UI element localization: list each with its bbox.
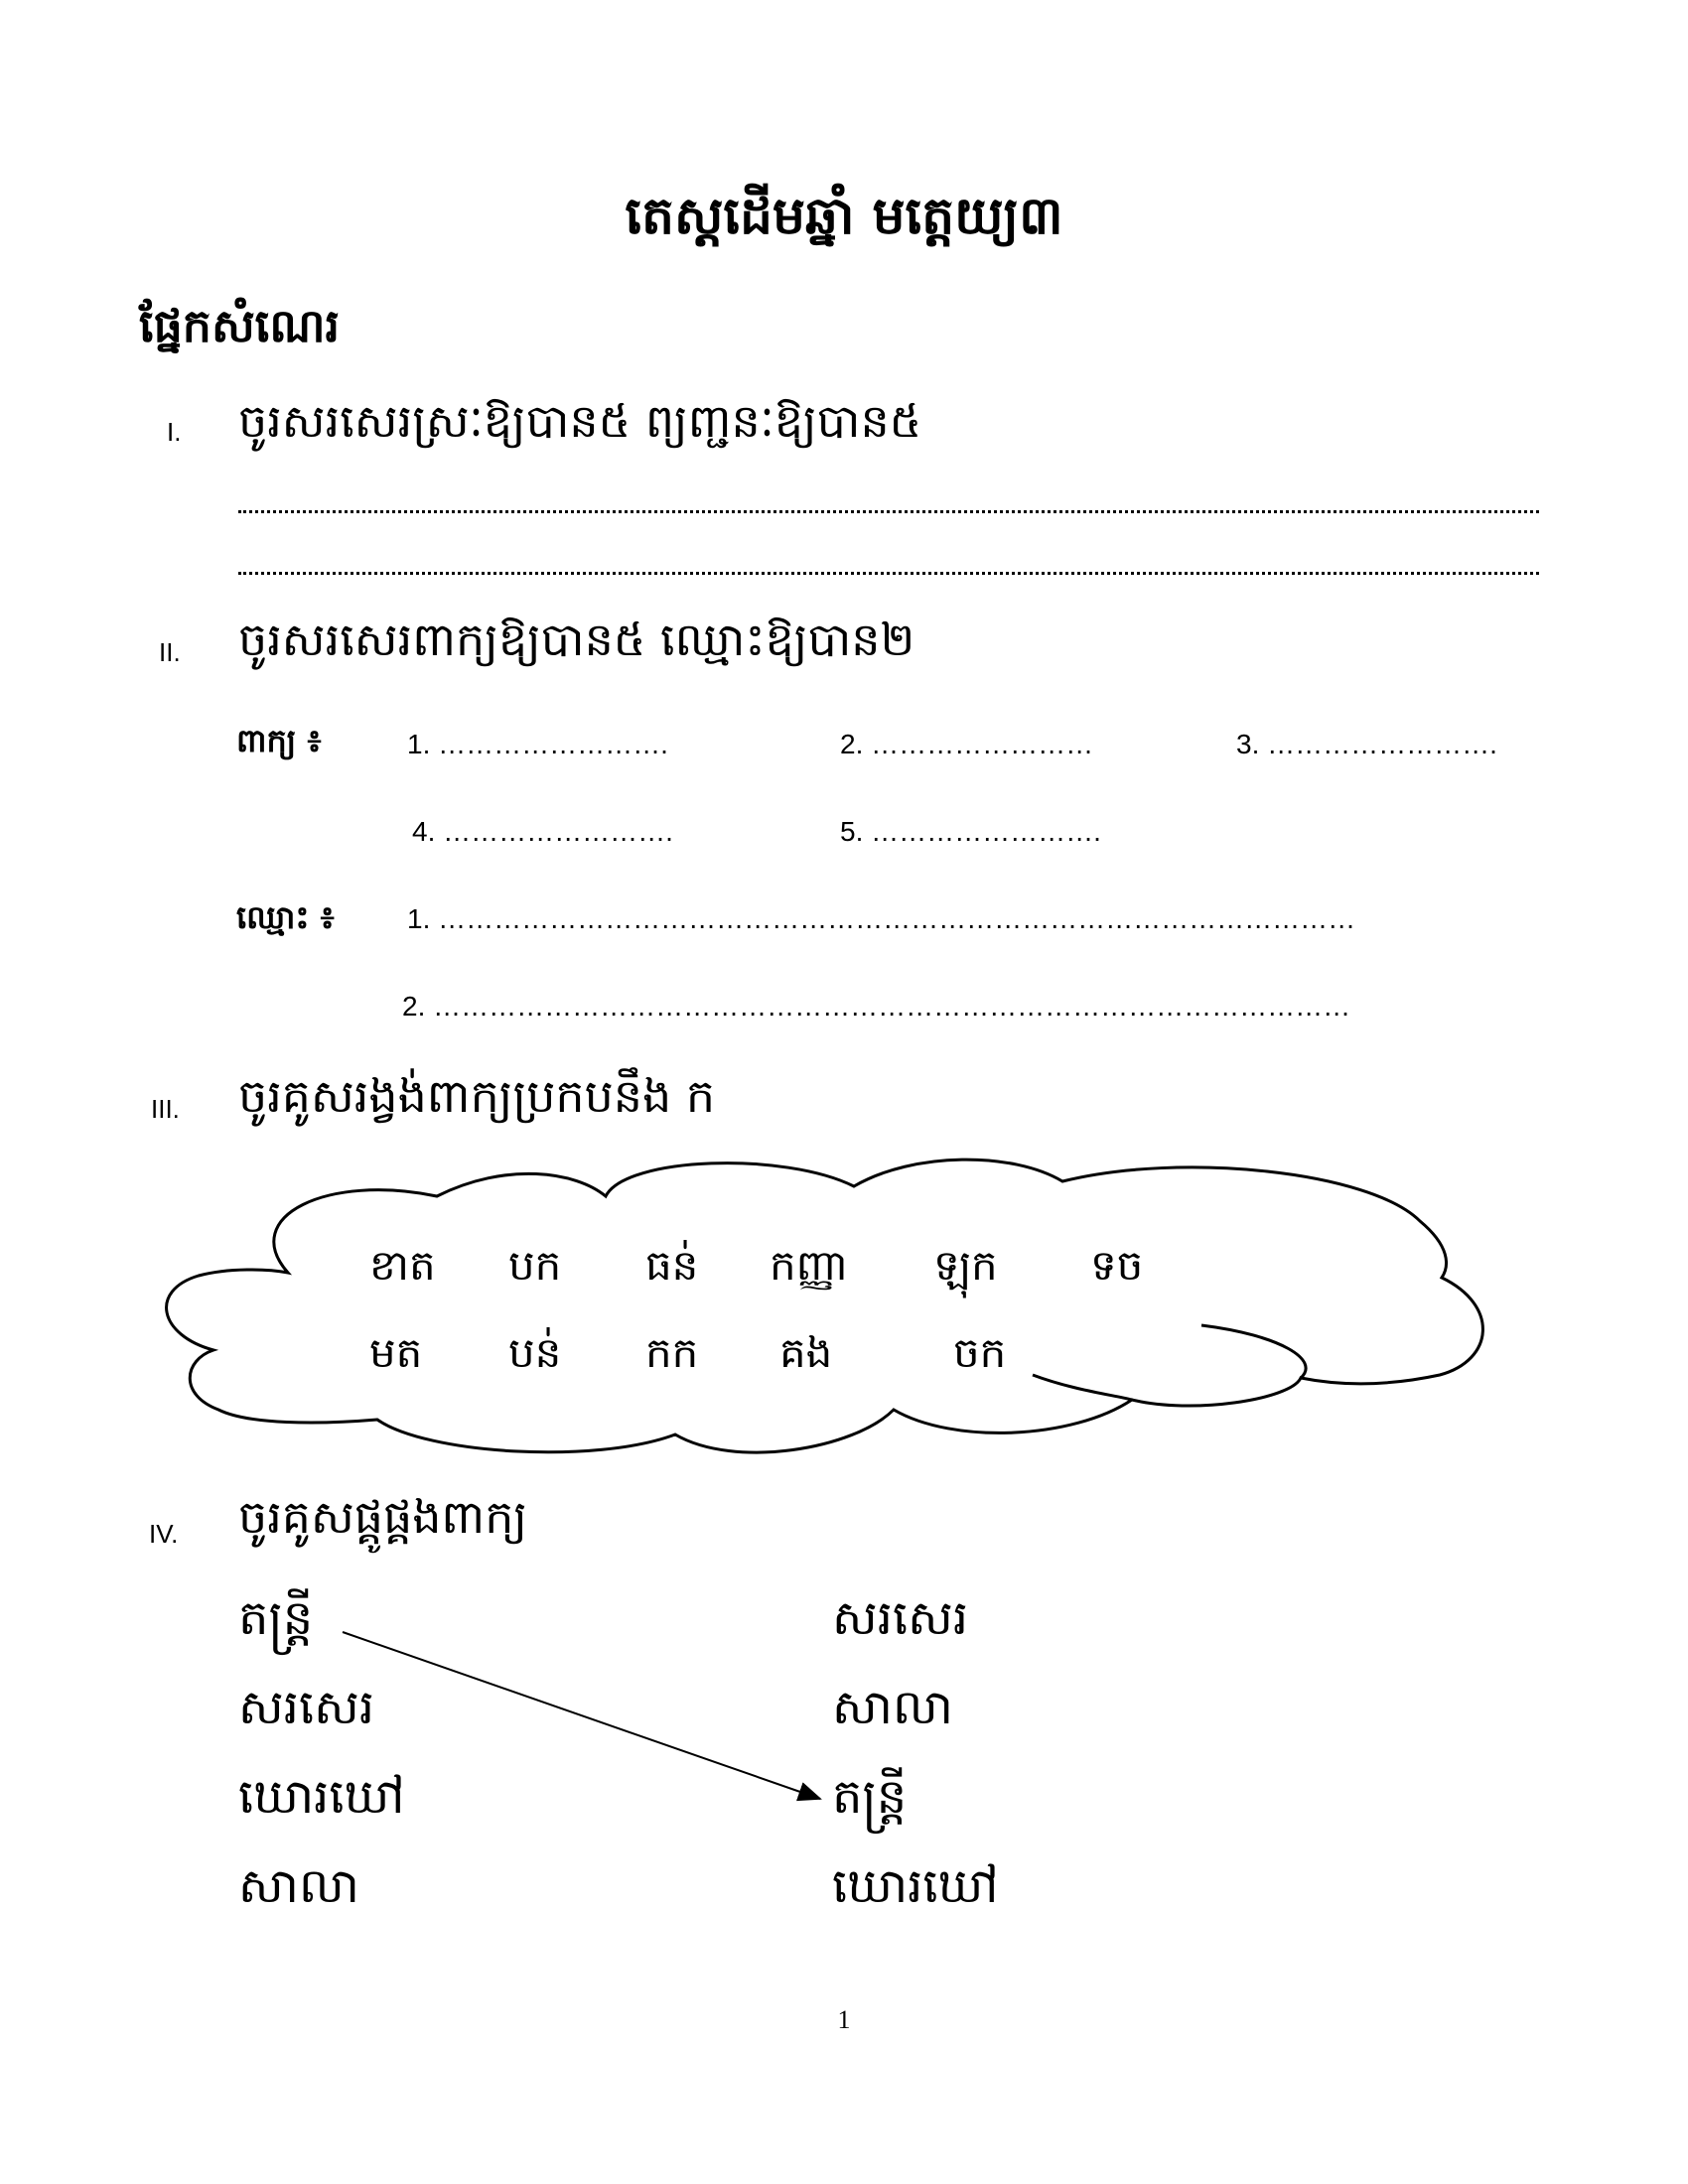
question-4-number: IV.	[149, 1519, 179, 1549]
cloud-word[interactable]: ខាត	[369, 1241, 436, 1290]
question-3-number: III.	[151, 1094, 180, 1124]
match-right-word[interactable]: សរសេរ	[832, 1590, 969, 1646]
word-label: ពាក្យ ៖	[236, 722, 322, 759]
match-right-word[interactable]: ឃោរឃៅ	[832, 1858, 999, 1914]
word-blank-5[interactable]: 5. …………………….	[840, 816, 1101, 847]
question-2-number: II.	[159, 637, 181, 667]
question-4-text: ចូរគូសផ្គូផ្គងពាក្យ	[238, 1490, 528, 1544]
cloud-word[interactable]: ទច	[1090, 1241, 1144, 1290]
question-1-text: ចូរសរសេរស្រៈឱ្យបាន៥ ព្យញ្ជនៈឱ្យបាន៥	[238, 394, 922, 448]
cloud-word[interactable]: កក	[645, 1328, 699, 1377]
match-left-word[interactable]: សាលា	[238, 1858, 359, 1914]
name-blank-2[interactable]: 2. ………………………………………………………………………………………	[402, 991, 1351, 1022]
name-blank-1[interactable]: 1. ………………………………………………………………………………………	[407, 903, 1356, 934]
word-blank-4[interactable]: 4. …………………….	[412, 816, 673, 847]
match-left-word[interactable]: សរសេរ	[238, 1680, 375, 1735]
cloud-word[interactable]: មត	[369, 1328, 423, 1377]
question-1-number: I.	[167, 417, 182, 447]
page-title: តេស្តដើមឆ្នាំ មត្តេយ្យ៣	[625, 187, 1063, 246]
match-right-word[interactable]: តន្ត្រី	[832, 1769, 908, 1825]
cloud-word[interactable]: ឡុក	[933, 1241, 998, 1290]
cloud-word[interactable]: កញ្ញា	[770, 1241, 849, 1290]
question-2-text: ចូរសរសេរពាក្យឱ្យបាន៥ ឈ្មោះឱ្យបាន២	[238, 613, 915, 666]
match-right-word[interactable]: សាលា	[832, 1680, 953, 1735]
match-left-word[interactable]: ឃោរឃៅ	[238, 1769, 405, 1825]
cloud-word[interactable]: បន់	[508, 1328, 562, 1377]
word-blank-3[interactable]: 3. …………………….	[1236, 729, 1497, 759]
cloud-word[interactable]: ចក	[953, 1328, 1007, 1377]
word-blank-2[interactable]: 2. ……………………	[840, 729, 1094, 759]
page-number: 1	[837, 2005, 851, 2034]
cloud-word[interactable]: ធន់	[645, 1241, 699, 1290]
name-label: ឈ្មោះ ៖	[236, 898, 335, 936]
word-blank-1[interactable]: 1. …………………….	[407, 729, 668, 759]
cloud-word[interactable]: បក	[508, 1241, 562, 1290]
match-left-word[interactable]: តន្ត្រី	[238, 1590, 314, 1646]
section-heading: ផ្នែកសំណេរ	[139, 299, 341, 352]
cloud-word[interactable]: គង	[779, 1328, 833, 1377]
question-3-text: ចូរគូសរង្វង់ពាក្យប្រកបនឹង ក	[238, 1069, 716, 1123]
